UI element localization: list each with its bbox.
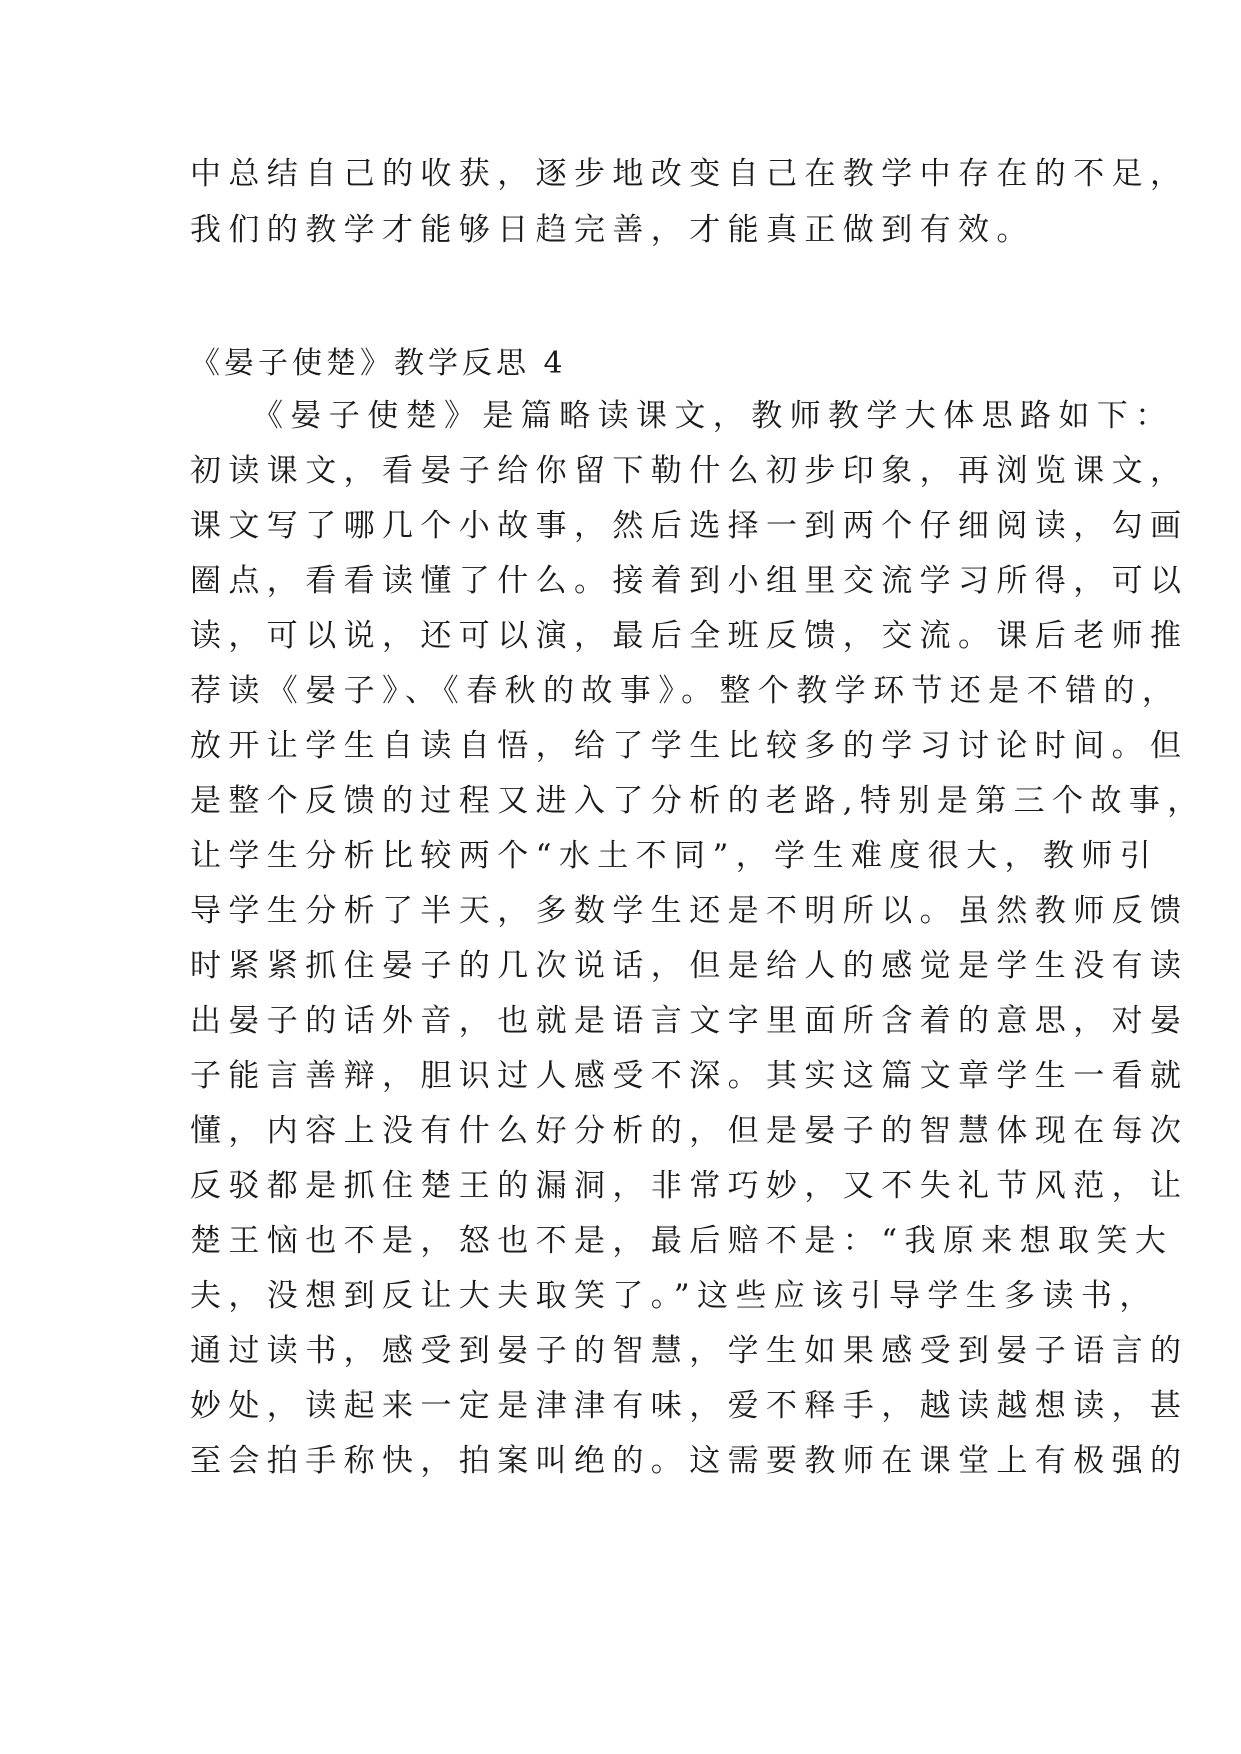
body-line: 楚王恼也不是，怒也不是，最后赔不是：“我原来想取笑大 <box>190 1223 1174 1259</box>
body-line: 让学生分析比较两个“水土不同”，学生难度很大，教师引 <box>190 838 1159 874</box>
body-line: 是整个反馈的过程又进入了分析的老路,特别是第三个故事， <box>190 783 1206 819</box>
body-line: 圈点，看看读懂了什么。接着到小组里交流学习所得，可以 <box>190 563 1189 599</box>
body-line: 夫，没想到反让大夫取笑了。”这些应该引导学生多读书， <box>190 1278 1158 1314</box>
body-line: 至会拍手称快，拍案叫绝的。这需要教师在课堂上有极强的 <box>190 1443 1189 1479</box>
section-title: 《晏子使楚》教学反思 4 <box>190 346 567 381</box>
body-line: 通过读书，感受到晏子的智慧，学生如果感受到晏子语言的 <box>190 1333 1189 1369</box>
body-line: 读，可以说，还可以演，最后全班反馈，交流。课后老师推 <box>190 618 1189 654</box>
body-line: 懂，内容上没有什么好分析的，但是晏子的智慧体现在每次 <box>190 1113 1189 1149</box>
body-line: 放开让学生自读自悟，给了学生比较多的学习讨论时间。但 <box>190 728 1189 764</box>
body-line: 导学生分析了半天，多数学生还是不明所以。虽然教师反馈 <box>190 893 1189 929</box>
body-line: 课文写了哪几个小故事，然后选择一到两个仔细阅读，勾画 <box>190 508 1189 544</box>
intro-line: 我们的教学才能够日趋完善，才能真正做到有效。 <box>190 212 1035 248</box>
body-line: 妙处，读起来一定是津津有味，爱不释手，越读越想读，甚 <box>190 1388 1189 1424</box>
body-line: 荐读《晏子》、《春秋的故事》。整个教学环节还是不错的， <box>190 673 1181 709</box>
body-line: 子能言善辩，胆识过人感受不深。其实这篇文章学生一看就 <box>190 1058 1189 1094</box>
body-line: 反驳都是抓住楚王的漏洞，非常巧妙，又不失礼节风范，让 <box>190 1168 1189 1204</box>
body-line: 出晏子的话外音，也就是语言文字里面所含着的意思，对晏 <box>190 1003 1189 1039</box>
intro-line: 中总结自己的收获，逐步地改变自己在教学中存在的不足， <box>190 156 1189 192</box>
body-line: 《晏子使楚》是篇略读课文，教师教学大体思路如下： <box>252 398 1174 434</box>
body-line: 时紧紧抓住晏子的几次说话，但是给人的感觉是学生没有读 <box>190 948 1189 984</box>
body-line: 初读课文，看晏子给你留下勒什么初步印象，再浏览课文， <box>190 453 1189 489</box>
